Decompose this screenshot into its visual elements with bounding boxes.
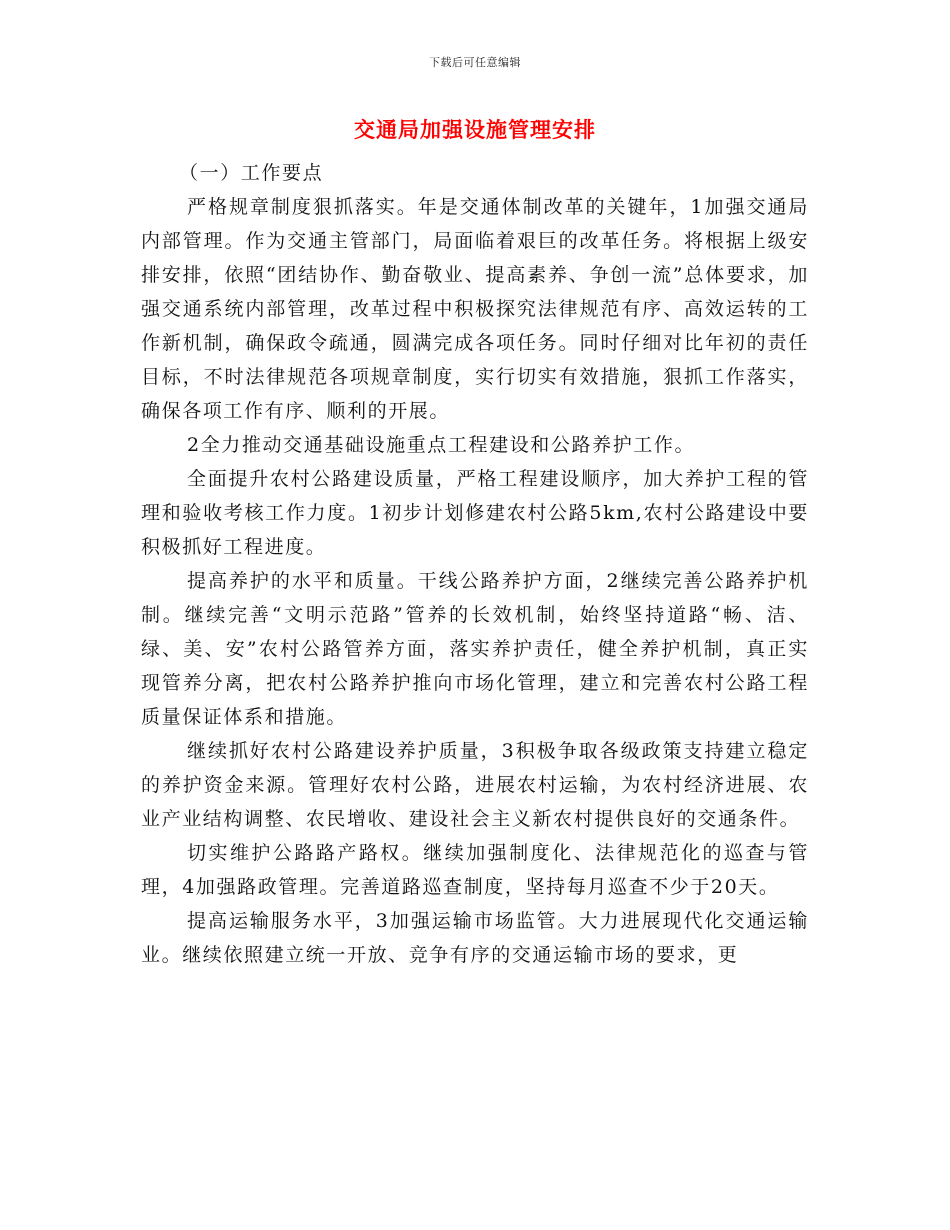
paragraph-transport-service: 提高运输服务水平，3加强运输市场监管。大力进展现代化交通运输业。继续依照建立统一开放、竞争有序的交通运输市场的要求，更 [141,910,809,966]
header-note: 下载后可任意编辑 [429,56,521,69]
paragraph-infrastructure-heading: 2全力推动交通基础设施重点工程建设和公路养护工作。 [187,434,696,456]
paragraph-management: 严格规章制度狠抓落实。年是交通体制改革的关键年，1加强交通局内部管理。作为交通主管部门，局面临着艰巨的改革任务。将根据上级安排安排，依照“团结协作、勤奋敬业、提高素养、争创一流”总体要求，加强交通系统内部管理，改革过程中积极探究法律规范有序、高效运转的工作新机制，确保政令疏通，圆满完成各项任务。同时仔细对比年初的责任目标，不时法律规范各项规章制度，实行切实有效措施，狠抓工作落实，确保各项工作有序、顺利的开展。 [141,196,809,422]
document-title: 交通局加强设施管理安排 [354,117,596,142]
paragraph-maintenance-level: 提高养护的水平和质量。干线公路养护方面，2继续完善公路养护机制。继续完善“文明示范路”管养的长效机制，始终坚持道路“畅、洁、绿、美、安”农村公路管养方面，落实养护责任，健全养护机制，真正实现管养分离，把农村公路养护推向市场化管理，建立和完善农村公路工程质量保证体系和措施。 [141,570,809,728]
paragraph-rural-road-quality: 全面提升农村公路建设质量，严格工程建设顺序，加大养护工程的管理和验收考核工作力度。1初步计划修建农村公路5km,农村公路建设中要积极抓好工程进度。 [141,468,809,558]
section-heading: （一）工作要点 [179,162,324,184]
document-body [141,156,809,972]
paragraph-road-rights: 切实维护公路路产路权。继续加强制度化、法律规范化的巡查与管理，4加强路政管理。完善道路巡查制度，坚持每月巡查不少于20天。 [141,842,809,898]
paragraph-maintenance-funding: 继续抓好农村公路建设养护质量，3积极争取各级政策支持建立稳定的养护资金来源。管理好农村公路，进展农村运输，为农村经济进展、农业产业结构调整、农民增收、建设社会主义新农村提供良好的交通条件。 [141,740,809,830]
